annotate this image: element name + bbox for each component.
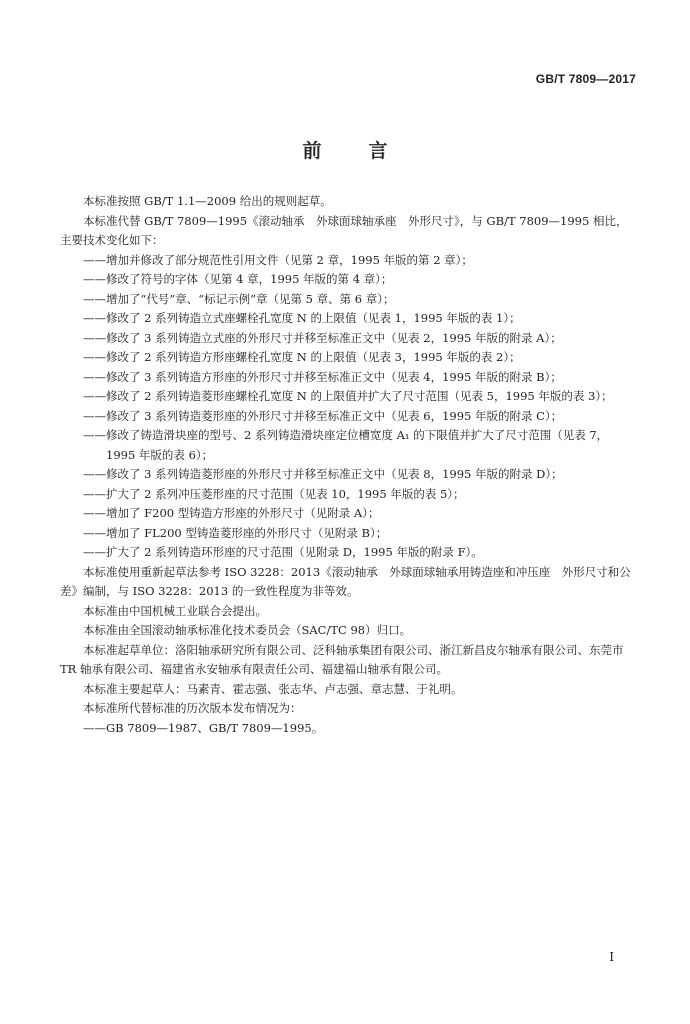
paragraph-replacement: 本标准代替 GB/T 7809—1995《滚动轴承 外球面球轴承座 外形尺寸》，与 GB/T 7809—1995 相比，主要技术变化如下： [60, 213, 628, 247]
paragraph-drafting-units: 本标准起草单位：洛阳轴承研究所有限公司、泛科轴承集团有限公司、浙江新昌皮尔轴承有限公司、东莞市 TR 轴承有限公司、福建省永安轴承有限责任公司、福建福山轴承有限公司。 [60, 642, 624, 676]
paragraph-centralized-by: 本标准由全国滚动轴承标准化技术委员会（SAC/TC 98）归口。 [83, 623, 412, 637]
paragraph-drafting-rules: 本标准按照 GB/T 1.1—2009 给出的规则起草。 [83, 194, 332, 208]
change-item: ——修改了铸造滑块座的型号、2 系列铸造滑块座定位槽宽度 A₁ 的下限值并扩大了尺寸范围（见表 7，1995 年版的表 6）； [83, 428, 609, 462]
change-item: ——修改了 2 系列铸造方形座螺栓孔宽度 N 的上限值（见表 3，1995 年版的表 2）； [83, 350, 521, 364]
change-item: ——增加并修改了部分规范性引用文件（见第 2 章，1995 年版的第 2 章）； [83, 252, 473, 267]
paragraph-history-intro: 本标准所代替标准的历次版本发布情况为： [83, 701, 302, 715]
change-item: ——修改了 2 系列铸造菱形座螺栓孔宽度 N 的上限值并扩大了尺寸范围（见表 5，1995 年版的表 3）； [83, 389, 613, 403]
change-item: ——增加了 FL200 型铸造菱形座的外形尺寸（见附录 B）； [83, 525, 388, 540]
change-item: ——修改了 3 系列铸造菱形座的外形尺寸并移至标准正文中（见表 8，1995 年版的附录 D）； [83, 467, 563, 481]
change-item: ——修改了 3 系列铸造菱形座的外形尺寸并移至标准正文中（见表 6，1995 年版的附录 C）； [83, 408, 563, 423]
paragraph-iso-reference: 本标准使用重新起草法参考 ISO 3228：2013《滚动轴承 外球面球轴承用铸造座和冲压座 外形尺寸和公差》编制，与 ISO 3228：2013 的一致性程度为非等效。 [60, 564, 631, 598]
change-item: ——修改了 3 系列铸造方形座的外形尺寸并移至标准正文中（见表 4，1995 年版的附录 B）； [83, 369, 562, 384]
change-item: ——修改了 3 系列铸造立式座的外形尺寸并移至标准正文中（见表 2，1995 年版的附录 A）； [83, 330, 562, 345]
change-item: ——增加了“代号”章、“标记示例”章（见第 5 章、第 6 章）； [83, 291, 395, 306]
paragraph-drafters: 本标准主要起草人：马素青、霍志强、张志华、卢志强、章志慧、于礼明。 [83, 681, 463, 696]
standard-code: GB/T 7809—2017 [535, 72, 636, 86]
page-number: I [609, 950, 614, 964]
change-item: ——扩大了 2 系列铸造环形座的尺寸范围（见附录 D，1995 年版的附录 F）。 [83, 545, 483, 559]
change-item: ——修改了 2 系列铸造立式座螺栓孔宽度 N 的上限值（见表 1，1995 年版的表 1）； [83, 311, 521, 325]
history-item: ——GB 7809—1987、GB/T 7809—1995。 [83, 720, 324, 735]
change-item: ——扩大了 2 系列冲压菱形座的尺寸范围（见表 10，1995 年版的表 5）； [83, 486, 465, 501]
page-title: 前 言 [302, 140, 402, 162]
change-item: ——修改了符号的字体（见第 4 章，1995 年版的第 4 章）； [83, 272, 393, 286]
change-item: ——增加了 F200 型铸造方形座的外形尺寸（见附录 A）； [83, 506, 380, 520]
paragraph-proposed-by: 本标准由中国机械工业联合会提出。 [83, 603, 267, 618]
document-body [60, 192, 636, 738]
